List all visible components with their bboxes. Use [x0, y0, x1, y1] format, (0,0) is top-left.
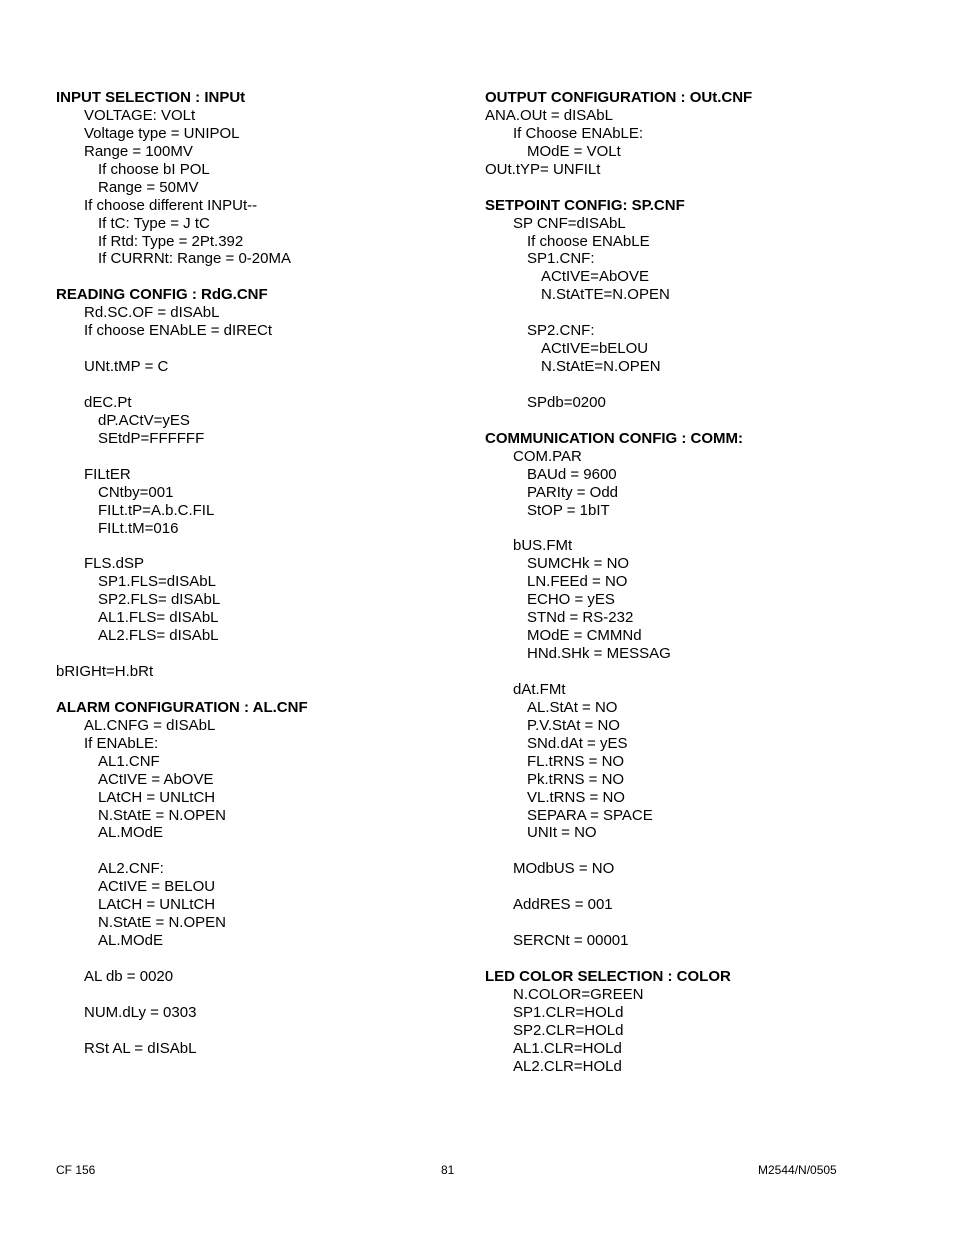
config-line: N.StAtE = N.OPEN	[98, 914, 226, 932]
config-line: SERCNt = 00001	[513, 932, 629, 950]
config-line: AL.CNFG = dISAbL	[84, 716, 216, 734]
blank-line	[485, 842, 905, 860]
config-line: StOP = 1bIT	[527, 501, 610, 519]
blank-line	[485, 520, 905, 538]
blank-line	[485, 663, 905, 681]
config-line: dAt.FMt	[513, 680, 566, 698]
blank-line	[56, 340, 476, 358]
config-line: ACtIVE = BELOU	[98, 878, 216, 896]
config-line: dP.ACtV=yES	[98, 411, 190, 429]
config-line: AL2.CLR=HOLd	[513, 1057, 622, 1075]
section-heading: OUTPUT CONFIGURATION : OUt.CNF	[485, 89, 753, 106]
config-line: SP CNF=dISAbL	[513, 214, 626, 232]
config-line: FILtER	[84, 465, 131, 483]
config-line: FL.tRNS = NO	[527, 752, 625, 770]
config-line: AL1.FLS= dISAbL	[98, 609, 219, 627]
config-line: HNd.SHk = MESSAG	[527, 645, 671, 663]
config-line: UNt.tMP = C	[84, 358, 169, 376]
config-line: If ENAbLE:	[84, 734, 159, 752]
config-line: AL db = 0020	[84, 967, 174, 985]
config-line: LN.FEEd = NO	[527, 573, 628, 591]
footer-page-number: 81	[441, 1163, 455, 1177]
config-line: AL.MOdE	[98, 824, 164, 842]
config-line: MOdbUS = NO	[513, 860, 615, 878]
section-heading: READING CONFIG : RdG.CNF	[56, 286, 268, 304]
blank-line	[485, 304, 905, 322]
footer-document-code: CF 156	[56, 1163, 96, 1177]
config-line: SP1.CLR=HOLd	[513, 1003, 624, 1021]
config-line: If choose bI POL	[98, 160, 210, 178]
config-line: STNd = RS-232	[527, 609, 634, 627]
config-line: PARIty = Odd	[527, 483, 619, 501]
config-line: ANA.OUt = dISAbL	[485, 106, 613, 124]
blank-line	[56, 986, 476, 1004]
config-line: FLS.dSP	[84, 555, 145, 573]
config-line: If Choose ENAbLE:	[513, 124, 644, 142]
blank-line	[56, 537, 476, 555]
config-line: P.V.StAt = NO	[527, 716, 620, 734]
blank-line	[56, 681, 476, 699]
config-line: SPdb=0200	[527, 393, 606, 411]
config-line: N.COLOR=GREEN	[513, 985, 644, 1003]
config-line: N.StAtE=N.OPEN	[541, 358, 661, 376]
config-line: If choose ENAbLE = dIRECt	[84, 322, 273, 340]
section-heading: SETPOINT CONFIG: SP.CNF	[485, 196, 685, 214]
config-line: ACtIVE=AbOVE	[541, 268, 649, 286]
config-line: VOLTAGE: VOLt	[84, 106, 196, 124]
section-heading: INPUT SELECTION : INPUt	[56, 89, 246, 106]
config-line: NUM.dLy = 0303	[84, 1003, 197, 1021]
blank-line	[56, 645, 476, 663]
config-line: SEtdP=FFFFFF	[98, 429, 205, 447]
config-line: AL1.CLR=HOLd	[513, 1039, 622, 1057]
config-line: Voltage type = UNIPOL	[84, 124, 240, 142]
config-line: LAtCH = UNLtCH	[98, 896, 216, 914]
section-heading: COMMUNICATION CONFIG : COMM:	[485, 429, 744, 447]
config-line: SP1.CNF:	[527, 250, 595, 268]
config-line: Pk.tRNS = NO	[527, 770, 625, 788]
config-line: FILt.tM=016	[98, 519, 179, 537]
config-line: If choose ENAbLE	[527, 232, 650, 250]
blank-line	[485, 412, 905, 430]
config-line: SP1.FLS=dISAbL	[98, 573, 216, 591]
blank-line	[56, 950, 476, 968]
config-line: VL.tRNS = NO	[527, 788, 625, 806]
config-line: SNd.dAt = yES	[527, 734, 628, 752]
config-line: N.StAtTE=N.OPEN	[541, 286, 670, 304]
config-line: SP2.CLR=HOLd	[513, 1021, 624, 1039]
config-line: SP2.FLS= dISAbL	[98, 591, 221, 609]
config-line: RSt AL = dISAbL	[84, 1039, 197, 1057]
config-line: ACtIVE = AbOVE	[98, 770, 214, 788]
right-column	[485, 89, 905, 1076]
config-line: AL.StAt = NO	[527, 698, 618, 716]
config-line: AL.MOdE	[98, 932, 164, 950]
config-line: If choose different INPUt--	[84, 196, 258, 214]
blank-line	[485, 950, 905, 968]
config-line: SUMCHk = NO	[527, 555, 630, 573]
config-line: SP2.CNF:	[527, 322, 595, 340]
config-line: bUS.FMt	[513, 537, 573, 555]
config-line: If Rtd: Type = 2Pt.392	[98, 232, 244, 250]
config-line: MOdE = CMMNd	[527, 627, 642, 645]
blank-line	[485, 376, 905, 394]
config-line: OUt.tYP= UNFILt	[485, 160, 601, 178]
config-line: ACtIVE=bELOU	[541, 340, 649, 358]
blank-line	[56, 842, 476, 860]
config-line: Rd.SC.OF = dISAbL	[84, 304, 220, 322]
config-line: N.StAtE = N.OPEN	[98, 806, 226, 824]
blank-line	[485, 914, 905, 932]
config-line: CNtby=001	[98, 483, 174, 501]
blank-line	[56, 268, 476, 286]
left-column	[56, 89, 476, 1058]
blank-line	[485, 878, 905, 896]
blank-line	[56, 376, 476, 394]
config-line: Range = 100MV	[84, 142, 193, 160]
config-line: COM.PAR	[513, 447, 582, 465]
config-line: SEPARA = SPACE	[527, 806, 653, 824]
config-line: UNIt = NO	[527, 824, 597, 842]
blank-line	[485, 179, 905, 197]
config-line: dEC.Pt	[84, 393, 132, 411]
section-heading: ALARM CONFIGURATION : AL.CNF	[56, 698, 308, 716]
config-line: MOdE = VOLt	[527, 142, 621, 160]
blank-line	[56, 448, 476, 466]
config-line: bRIGHt=H.bRt	[56, 663, 154, 680]
footer-revision-code: M2544/N/0505	[758, 1163, 837, 1177]
config-line: AL2.FLS= dISAbL	[98, 627, 219, 645]
config-line: FILt.tP=A.b.C.FIL	[98, 501, 215, 519]
config-line: Range = 50MV	[98, 178, 199, 196]
config-line: If tC: Type = J tC	[98, 214, 210, 232]
config-line: AddRES = 001	[513, 896, 613, 914]
section-heading: LED COLOR SELECTION : COLOR	[485, 967, 731, 985]
config-line: ECHO = yES	[527, 591, 615, 609]
blank-line	[56, 1022, 476, 1040]
config-line: BAUd = 9600	[527, 465, 617, 483]
config-line: If CURRNt: Range = 0-20MA	[98, 250, 291, 268]
config-line: AL1.CNF	[98, 752, 160, 770]
config-line: AL2.CNF:	[98, 860, 164, 878]
config-line: LAtCH = UNLtCH	[98, 788, 216, 806]
